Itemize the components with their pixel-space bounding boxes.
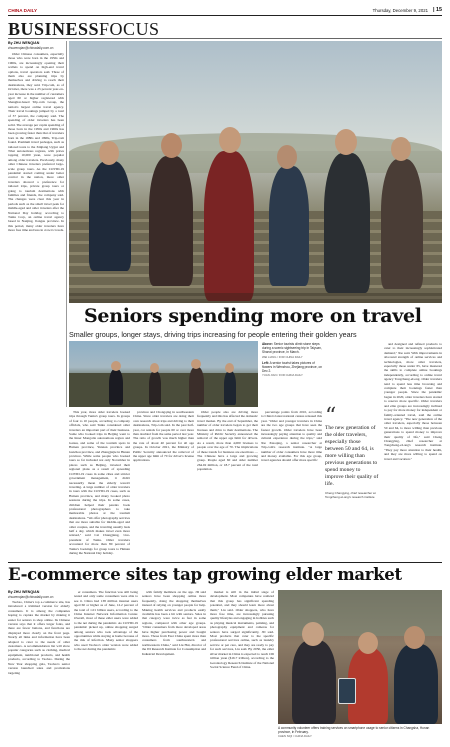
story1-byline-block	[8, 41, 64, 50]
story2-byline: By ZHU WENQIAN	[8, 590, 40, 594]
story1-headline: Seniors spending more on travel	[84, 305, 422, 327]
caption1-text: Senior tourists climb stone steps during a scenic sightseeing trip in Taiyuan, Shanxi province, in March.	[262, 342, 322, 355]
story-divider-rule	[8, 562, 442, 563]
caption1-label: Above:	[262, 342, 273, 346]
story1-col4-text: Older people also are driving more frequently and this has affected the domestic travel market. By the end of September, the number of older travelers began to get their licenses and drive to their destinations. The Ministry of Public Security announced the removal of the upper age limit for drivers. As a result, more than 4,000 licenses to people over the age of 70. The implications of these trends for business are enormous — The Chinese have a large and growing group. People aged 60 and older number 264.02 million, or 18.7 percent of the total population.	[197, 410, 258, 472]
story2-column-2	[74, 590, 138, 742]
story2-col1-text: Taobao, China's top e-commerce site, has introduced a trimmed version for elderly consumers. It is among the companies hoping to capture the market by making it easier for seniors to shop online. Its Chinese version says that it offers larger fonts, and there are fewer buttons, and functions are displayed more clearly on the front page. Nearly all links and information have been adapted to cater to the needs of older customers. A recommendation list will show popular categories such as clothing, medical equipment, nutritional products, and health products, according to Taobao. During the New Year shopping gala, Taobao's senior version launched sales and promotions targeting	[8, 600, 70, 675]
story2-col3-text: with family members on the app. JD said seniors have been shopping online more frequently, doing the shopping themselves instead of relying on younger people for help. Making health services and products easily available has been a hit with seniors. Sales in that category were twice as fast in some regions, compared with other age groups. "Older consumers from more developed areas have higher purchasing power and bought more. Those from East China spent more than consumers from southwestern and northwestern China," said Liu Hui, director of the JD Research Institute for Consumption and Industrial Development.	[142, 590, 206, 656]
story1-quote: The new generation of the older travelers, especially those between 50 and 64, is more willing than previous generations to spend money to improve their quality of life.	[325, 425, 379, 487]
paper-name: CHINA DAILY	[8, 8, 38, 13]
story2-caption-block	[278, 726, 442, 739]
col-divider	[66, 41, 67, 407]
section-title-bold: BUSINESS	[8, 19, 100, 39]
section-title-light: FOCUS	[99, 19, 160, 39]
story1-column-1	[8, 52, 64, 407]
story1-col1-text: Older Chinese consumers, especially those who were born in the 1950s and 1960s, are increasingly opening their wallets to spend on high-end travel options, travel operators said. Three of them also are planning trips by themselves and driving to reach their destinations, they said. Trip.com, as of October, there was a 23 percent year-on-year increase in the number of customers aged 60 or higher registered with Shanghai-based Trip.com Group, the nation's largest online travel agency. Their travel bookings jumped by a total of 37 percent, the company said. The spending of older travelers has been solid. The average per capita spending of those born in the 1950s and 1960s has been growing faster than that of travelers born in the 1980s and 1990s, Trip.com found. Premium travel packages, such as tailored tours to the Xinjiang Uygur and Tibet autonomous regions, with prices topping 10,000 yuan, were popular among older travelers. Previously, many older Chinese travelers preferred large-scale group tours. As the COVID-19 pandemic started coming under better control in the nation, more older travelers showed a preference for tailored trips, private group tours or going to tourism destinations with families and friends, the company said. The changes were clear this year in periods such as the small travel peak for middle-aged and older travelers after the National Day holiday, according to Tuniu Corp, an online travel agency based in Nanjing, Jiangsu province. In this period, many older travelers have more free time and less in crowd crowds.	[8, 52, 64, 233]
story1-column-4-main	[197, 410, 258, 558]
story2-column-1	[8, 600, 70, 742]
story1-col5-text: percentage points from 2010, according to China's latest national census released this year. "Older and younger travelers in China are the two age groups that have seen the fastest growth. Older travelers have been increasingly paying attention to quality and cultural experience during the trips," said Xie Xiaoqing, a senior researcher at Trip.com's research institute. "A large number of older consumers have more time and money available. For this age group, travel agencies should offer more specific	[261, 410, 322, 463]
story2-column-3	[142, 590, 206, 742]
quote-mark-icon: “	[325, 404, 337, 429]
story2-col4-text: market is still in the initial stage of development. Most companies have realized that this group has significant spending potential, and they should learn more about them," Liu said. Older shoppers, who have more free time, are increasingly pursuing quality lifestyles and engaging in hobbies such as playing musical instruments, painting, and photography equipment and cameras for seniors have surged significantly, JD said. Most products that cater to the specific professional services online, such as laundry service or pet care, and they are ready to pay for such services, Liu said. By 2050, the elder silver market in China is expected to reach 106 trillion yuan ($16.7 trillion), according to the Gerontology Research Institute of the National Social Science Fund of China.	[210, 590, 274, 669]
caption2-credit: YUAN JIAN / FOR CHINA DAILY	[262, 373, 303, 378]
caption1-credit: WEI LIANG / FOR CHINA DAILY	[262, 354, 303, 359]
story1-column-3-main	[133, 410, 194, 558]
story1-column-2-main	[69, 410, 130, 558]
story2-headline: E-commerce sites tap growing elder market	[8, 565, 402, 584]
date-line: Thursday, December 9, 2021	[372, 8, 428, 13]
story1-quote-attribution: Cheng Changying, chief researcher at Tongcheng eLong's research institute	[325, 491, 376, 499]
caption2-label: Left:	[262, 360, 269, 365]
story2-col2-text: er consumers. The function was still being tested and only some consumers were able to see it. China had 138 million internet users aged 60 or higher as of June, 12.2 percent of the total of 1.01 billion users, according to the China Internet Network Information Center. Overall, most of these elder users were added to the net during the pandemic. As COVID-19 pandemic picked up, online shopping surged among seniors who took advantage of the opportunities while staying at home because of the risk of infection. Many senior shoppers who used Taobao's older version were added to the net during the pandemic.	[74, 590, 138, 652]
story1-byline: By ZHU WENQIAN	[8, 41, 40, 45]
story2-email: zhuwenqian@chinadaily.com.cn	[8, 594, 54, 599]
story2-column-4	[210, 590, 274, 742]
story2-caption: A community volunteer offers training services on smartphone usage to senior citizens in Changsha, Hunan province, in February.	[278, 726, 430, 735]
story1-captions	[262, 342, 322, 378]
story1-col6-text: and designed and refined products to cater to their increasingly sophisticated demand," Xie said. With improvements in all-round strength of online services and technologies, more older travelers, especially those under 65, have mastered the skills to complete online bookings independently, according to online travel agency Tongcheng-eLong. Older travelers tend to spend less time browsing and complete their bookings faster than younger people. Since the pandemic began in 2020, older travelers have started to reserve more specific. Older travelers and elite groups are increasingly inclined to pay for more money for independent or family-oriented travel, said the online travel agency. "The new generation of the older travelers, especially those between 50 and 64, is more willing than previous generations to spend money to improve their quality of life," said Cheng Changying, chief researcher at Tongcheng-eLong's research institute. "They pay more attention to their health, and they are more willing to spend on travel and vacation."	[384, 342, 442, 461]
section-title	[8, 19, 160, 40]
story1-second-photo	[69, 341, 258, 407]
caption2-text: A senior tourist takes pictures of flowers in Wenzhou, Zhejiang province, on Dec 2.	[262, 360, 323, 374]
story1-quote-block	[325, 404, 380, 499]
story2-byline-block	[8, 590, 70, 599]
story1-deck: Smaller groups, longer stays, driving trips increasing for people entering their golden years	[69, 330, 357, 339]
story2-photo	[278, 590, 442, 724]
masthead-rule	[8, 15, 442, 16]
story1-col2-text: This year, more older travelers booked trips through Tuniu's group tours. In groups of four to 10 people, according to company officials, who said Tuniu considered older travelers an important part of their business. Some who booked trips in Beijing went to the Inner Mongolia autonomous region and Gansu, and some of the tourism spots in Hainan province, Yunnan province and Guizhou province, and Zhangjiajie in Hunan province. While some people who booked tours so far included not only November in places such as Beijing, traveled their regional plans as a result of spreading COVID-19 cases in some cities and stricter government management, it didn't necessarily mean the elderly weren't traveling. A large number of older travelers in tours with the COVID-19 cases, such as Hainan province, and many booked photo sessions during the trips. In some cases, children helped their parents book professional photographers to take memorable photos at the tourism destinations. "We offer photography services that are more suitable for middle-aged and older couples, and the traveling usually lasts half a day, which makes travel even more relaxed," said Cai Changjiang, vice-president of Tuniu. Older travelers accounted for more than 80 percent of Tuniu's bookings for group tours to Hainan during the National Day holiday.	[69, 410, 130, 555]
story1-column-5-main	[261, 410, 322, 558]
story2-credit: CHEN SIQI / CHINA DAILY	[278, 734, 312, 739]
story1-main-photo	[69, 41, 442, 303]
story1-col3-text: province and Chongqing in southwestern China. Since older travelers are doing their own research about trips and driving to their destinations, Trip.com said. In the past half-year, car rentals for people 60 or over more than doubled from the same period last year. The ratio of growth was much higher than the rate of about 40 percent for all age groups. In October 2021, the Ministry of Public Security announced the removal of the upper age limit of 70 for driver's license applications.	[133, 410, 194, 463]
story1-email: zhuwenqian@chinadaily.com.cn	[8, 45, 54, 50]
page-number: | 15	[432, 7, 442, 13]
story1-column-6-main	[384, 342, 442, 558]
